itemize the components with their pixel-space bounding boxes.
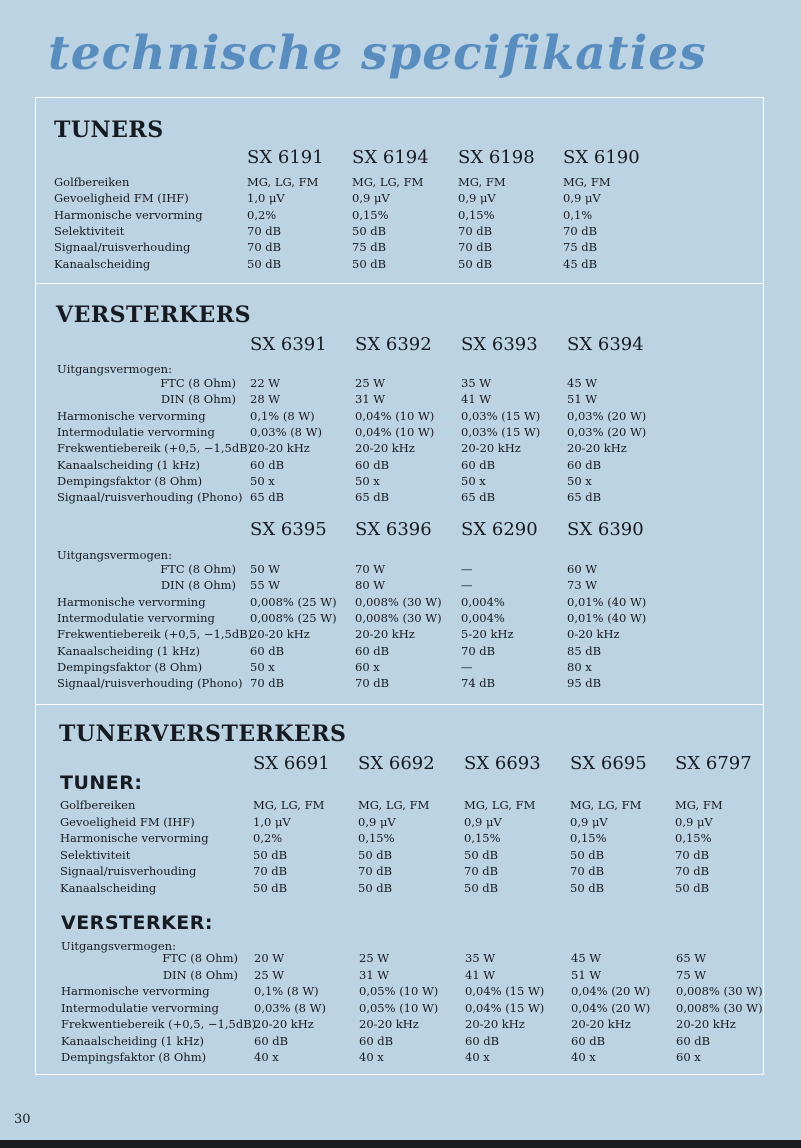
spec-value: 60 dB — [359, 1033, 394, 1048]
spec-value: 50 dB — [253, 847, 288, 862]
spec-value: 60 dB — [571, 1033, 606, 1048]
spec-value: 0,9 μV — [352, 191, 390, 206]
spec-value: 0,15% — [570, 831, 607, 845]
spec-value: MG, LG, FM — [247, 175, 319, 189]
spec-value: 65 dB — [355, 490, 390, 505]
page-number: 30 — [14, 1112, 31, 1127]
spec-value: 74 dB — [461, 676, 496, 691]
spec-value: 50 dB — [570, 847, 605, 862]
spec-value: 50 x — [355, 473, 380, 488]
spec-value: 0,9 μV — [358, 814, 396, 829]
spec-value: 1,0 μV — [247, 191, 285, 206]
spec-value: 50 x — [250, 659, 275, 674]
model-header: SX 6390 — [567, 519, 644, 540]
spec-value: 0,004% — [461, 594, 505, 609]
spec-value: 70 dB — [570, 864, 605, 878]
spec-value: 25 W — [359, 951, 390, 965]
spec-value: 20-20 kHz — [355, 441, 415, 456]
model-header: SX 6395 — [250, 519, 327, 540]
spec-value: 0,03% (15 W) — [461, 424, 541, 439]
spec-value: 31 W — [355, 392, 386, 407]
spec-value: 65 W — [676, 951, 707, 965]
spec-value: 20-20 kHz — [254, 1017, 314, 1031]
spec-value: 70 dB — [458, 223, 493, 238]
spec-value: 0-20 kHz — [567, 627, 620, 642]
spec-label: Gevoeligheid FM (IHF) — [54, 191, 189, 206]
spec-value: 50 dB — [352, 256, 387, 271]
spec-value: 60 dB — [461, 457, 496, 472]
spec-value: 45 W — [567, 376, 598, 390]
spec-label: Signaal/ruisverhouding (Phono) — [57, 676, 243, 691]
spec-value: 35 W — [465, 951, 496, 965]
spec-panel — [35, 97, 764, 1075]
spec-value: 0,03% (20 W) — [567, 408, 647, 423]
section-title: TUNERVERSTERKERS — [59, 721, 347, 747]
spec-value: 60 x — [355, 659, 380, 674]
model-header: SX 6392 — [355, 334, 432, 355]
spec-label: DIN (8 Ohm) — [160, 392, 236, 407]
spec-value: 50 dB — [464, 847, 499, 862]
spec-value: 0,04% (15 W) — [465, 1000, 545, 1015]
spec-value: 0,15% — [352, 207, 389, 222]
spec-value: 0,9 μV — [563, 191, 601, 206]
spec-value: 73 W — [567, 578, 598, 593]
spec-value: 70 dB — [461, 643, 496, 658]
row-group-label: Uitgangsvermogen: — [57, 362, 172, 376]
spec-value: 0,04% (15 W) — [465, 984, 545, 998]
spec-value: 20 W — [254, 951, 285, 965]
model-header: SX 6797 — [675, 753, 752, 774]
spec-value: 22 W — [250, 376, 281, 390]
spec-label: Intermodulatie vervorming — [61, 1000, 219, 1015]
spec-value: 60 dB — [254, 1033, 289, 1048]
spec-value: 50 x — [461, 473, 486, 488]
spec-value: 20-20 kHz — [250, 441, 310, 456]
model-header: SX 6198 — [458, 147, 535, 168]
spec-value: 60 dB — [676, 1033, 711, 1048]
spec-label: Kanaalscheiding — [60, 880, 157, 895]
spec-label: FTC (8 Ohm) — [162, 951, 238, 965]
model-header: SX 6191 — [247, 147, 324, 168]
spec-label: DIN (8 Ohm) — [160, 578, 236, 593]
model-header: SX 6393 — [461, 334, 538, 355]
spec-value: 20-20 kHz — [461, 441, 521, 456]
spec-value: 50 dB — [358, 847, 393, 862]
spec-value: 1,0 μV — [253, 814, 291, 829]
spec-label: Harmonische vervorming — [57, 408, 206, 423]
spec-label: Intermodulatie vervorming — [57, 610, 215, 625]
spec-value: 95 dB — [567, 676, 602, 691]
spec-value: 50 x — [250, 473, 275, 488]
spec-value: 70 dB — [563, 223, 598, 238]
spec-value: 20-20 kHz — [676, 1017, 736, 1031]
spec-label: Gevoeligheid FM (IHF) — [60, 814, 195, 829]
spec-value: 0,9 μV — [464, 814, 502, 829]
spec-label: Harmonische vervorming — [54, 207, 203, 222]
spec-value: 70 dB — [358, 864, 393, 878]
spec-value: 70 dB — [355, 676, 390, 691]
spec-value: 35 W — [461, 376, 492, 390]
spec-label: Golfbereiken — [54, 175, 130, 189]
spec-value: 75 W — [676, 967, 707, 982]
model-header: SX 6394 — [567, 334, 644, 355]
spec-label: Signaal/ruisverhouding (Phono) — [57, 490, 243, 505]
spec-value: 40 x — [254, 1050, 279, 1064]
spec-value: 51 W — [567, 392, 598, 407]
spec-value: 50 dB — [458, 256, 493, 271]
spec-value: 85 dB — [567, 643, 602, 658]
spec-label: Kanaalscheiding — [54, 256, 151, 271]
spec-value: MG, LG, FM — [358, 798, 430, 812]
spec-label: Frekwentiebereik (+0,5, −1,5dB) — [57, 441, 253, 456]
spec-value: 28 W — [250, 392, 281, 407]
spec-value: 60 dB — [567, 457, 602, 472]
page-bottom-edge — [0, 1140, 801, 1148]
subsection-title: VERSTERKER: — [61, 912, 213, 934]
spec-value: 40 x — [465, 1050, 490, 1064]
spec-value: 60 dB — [250, 643, 285, 658]
model-header: SX 6691 — [253, 753, 330, 774]
spec-value: 41 W — [461, 392, 492, 407]
spec-value: 0,04% (20 W) — [571, 1000, 651, 1015]
spec-value: 70 dB — [247, 223, 282, 238]
model-header: SX 6190 — [563, 147, 640, 168]
section-title: VERSTERKERS — [56, 302, 251, 328]
spec-value: 20-20 kHz — [250, 627, 310, 642]
page-title: technische specifikaties — [48, 26, 707, 81]
spec-value: MG, LG, FM — [253, 798, 325, 812]
spec-value: 0,008% (30 W) — [355, 594, 442, 609]
spec-value: 0,9 μV — [570, 814, 608, 829]
spec-value: 0,03% (8 W) — [250, 424, 322, 439]
spec-label: Harmonische vervorming — [60, 831, 209, 845]
spec-value: 0,004% — [461, 610, 505, 625]
spec-value: 70 dB — [675, 847, 710, 862]
spec-value: 50 dB — [358, 880, 393, 895]
spec-value: 0,04% (10 W) — [355, 424, 435, 439]
spec-value: 20-20 kHz — [359, 1017, 419, 1031]
spec-value: 20-20 kHz — [355, 627, 415, 642]
spec-value: 20-20 kHz — [567, 441, 627, 456]
spec-value: 70 dB — [247, 240, 282, 255]
spec-value: 65 dB — [461, 490, 496, 505]
spec-value: 0,9 μV — [458, 191, 496, 206]
spec-label: Kanaalscheiding (1 kHz) — [57, 457, 200, 472]
spec-value: 0,008% (30 W) — [676, 984, 763, 998]
spec-label: Dempingsfaktor (8 Ohm) — [61, 1050, 207, 1064]
spec-value: MG, FM — [458, 175, 506, 189]
spec-value: 65 dB — [250, 490, 285, 505]
spec-value: 0,04% (20 W) — [571, 984, 651, 998]
subsection-title: TUNER: — [60, 772, 143, 794]
model-header: SX 6396 — [355, 519, 432, 540]
spec-value: — — [461, 659, 473, 674]
spec-value: 0,2% — [247, 207, 277, 222]
model-header: SX 6695 — [570, 753, 647, 774]
spec-label: Signaal/ruisverhouding — [54, 240, 191, 255]
spec-value: 25 W — [355, 376, 386, 390]
spec-value: 70 dB — [675, 864, 710, 878]
spec-value: 0,2% — [253, 831, 283, 845]
spec-value: 65 dB — [567, 490, 602, 505]
spec-label: Kanaalscheiding (1 kHz) — [61, 1033, 204, 1048]
spec-value: 80 W — [355, 578, 386, 593]
spec-value: MG, LG, FM — [352, 175, 424, 189]
spec-value: 70 dB — [253, 864, 288, 878]
spec-value: 50 dB — [570, 880, 605, 895]
spec-value: 0,05% (10 W) — [359, 1000, 439, 1015]
spec-value: 45 W — [571, 951, 602, 965]
spec-value: — — [461, 562, 473, 576]
spec-value: 0,03% (15 W) — [461, 408, 541, 423]
spec-value: MG, LG, FM — [570, 798, 642, 812]
spec-value: 70 dB — [464, 864, 499, 878]
spec-value: 50 x — [567, 473, 592, 488]
spec-value: MG, FM — [675, 798, 723, 812]
spec-label: FTC (8 Ohm) — [160, 562, 236, 576]
spec-value: 51 W — [571, 967, 602, 982]
spec-value: 0,008% (25 W) — [250, 594, 337, 609]
spec-value: 0,1% (8 W) — [250, 408, 315, 423]
model-header: SX 6194 — [352, 147, 429, 168]
spec-value: 70 dB — [250, 676, 285, 691]
spec-value: 70 W — [355, 562, 386, 576]
model-header: SX 6693 — [464, 753, 541, 774]
spec-label: Signaal/ruisverhouding — [60, 864, 197, 878]
spec-label: Selektiviteit — [60, 847, 131, 862]
spec-value: 60 x — [676, 1050, 701, 1064]
spec-label: Dempingsfaktor (8 Ohm) — [57, 473, 203, 488]
spec-value: 20-20 kHz — [571, 1017, 631, 1031]
spec-value: 0,9 μV — [675, 814, 713, 829]
section-title: TUNERS — [54, 117, 164, 143]
spec-value: 55 W — [250, 578, 281, 593]
spec-value: 0,1% — [563, 207, 593, 222]
model-header: SX 6391 — [250, 334, 327, 355]
model-header: SX 6692 — [358, 753, 435, 774]
spec-label: Selektiviteit — [54, 223, 125, 238]
spec-label: Golfbereiken — [60, 798, 136, 812]
spec-value: 0,04% (10 W) — [355, 408, 435, 423]
spec-value: 0,15% — [675, 831, 712, 845]
spec-value: 75 dB — [352, 240, 387, 255]
spec-value: 40 x — [359, 1050, 384, 1064]
spec-value: 50 dB — [464, 880, 499, 895]
spec-value: 0,15% — [458, 207, 495, 222]
spec-value: 0,008% (30 W) — [355, 610, 442, 625]
row-group-label: Uitgangsvermogen: — [61, 939, 176, 953]
spec-label: Intermodulatie vervorming — [57, 424, 215, 439]
spec-value: 80 x — [567, 659, 592, 674]
spec-label: DIN (8 Ohm) — [162, 967, 238, 982]
spec-label: FTC (8 Ohm) — [160, 376, 236, 390]
spec-value: 0,008% (30 W) — [676, 1000, 763, 1015]
spec-value: — — [461, 578, 473, 593]
spec-value: 0,03% (8 W) — [254, 1000, 326, 1015]
row-group-label: Uitgangsvermogen: — [57, 548, 172, 562]
spec-value: 0,008% (25 W) — [250, 610, 337, 625]
spec-label: Kanaalscheiding (1 kHz) — [57, 643, 200, 658]
spec-value: 0,05% (10 W) — [359, 984, 439, 998]
spec-value: 0,03% (20 W) — [567, 424, 647, 439]
spec-value: 50 dB — [253, 880, 288, 895]
spec-label: Dempingsfaktor (8 Ohm) — [57, 659, 203, 674]
section-divider — [36, 704, 763, 705]
spec-value: 41 W — [465, 967, 496, 982]
spec-label: Frekwentiebereik (+0,5, −1,5dB) — [57, 627, 253, 642]
spec-value: 60 dB — [250, 457, 285, 472]
spec-value: 0,15% — [464, 831, 501, 845]
spec-value: 20-20 kHz — [465, 1017, 525, 1031]
section-divider — [36, 283, 763, 284]
model-header: SX 6290 — [461, 519, 538, 540]
spec-value: 0,1% (8 W) — [254, 984, 319, 998]
spec-value: 60 W — [567, 562, 598, 576]
spec-label: Harmonische vervorming — [61, 984, 210, 998]
spec-value: 45 dB — [563, 256, 598, 271]
spec-value: 50 dB — [247, 256, 282, 271]
spec-value: MG, LG, FM — [464, 798, 536, 812]
spec-value: 50 dB — [675, 880, 710, 895]
spec-value: 0,15% — [358, 831, 395, 845]
spec-value: 60 dB — [355, 643, 390, 658]
spec-value: 50 dB — [352, 223, 387, 238]
spec-value: 0,01% (40 W) — [567, 594, 647, 609]
spec-value: 0,01% (40 W) — [567, 610, 647, 625]
spec-value: 31 W — [359, 967, 390, 982]
spec-value: 60 dB — [465, 1033, 500, 1048]
spec-label: Harmonische vervorming — [57, 594, 206, 609]
spec-value: 70 dB — [458, 240, 493, 255]
spec-value: 25 W — [254, 967, 285, 982]
spec-value: 60 dB — [355, 457, 390, 472]
spec-value: 50 W — [250, 562, 281, 576]
spec-value: 5-20 kHz — [461, 627, 514, 642]
spec-value: MG, FM — [563, 175, 611, 189]
spec-value: 75 dB — [563, 240, 598, 255]
spec-value: 40 x — [571, 1050, 596, 1064]
spec-label: Frekwentiebereik (+0,5, −1,5dB) — [61, 1017, 257, 1031]
